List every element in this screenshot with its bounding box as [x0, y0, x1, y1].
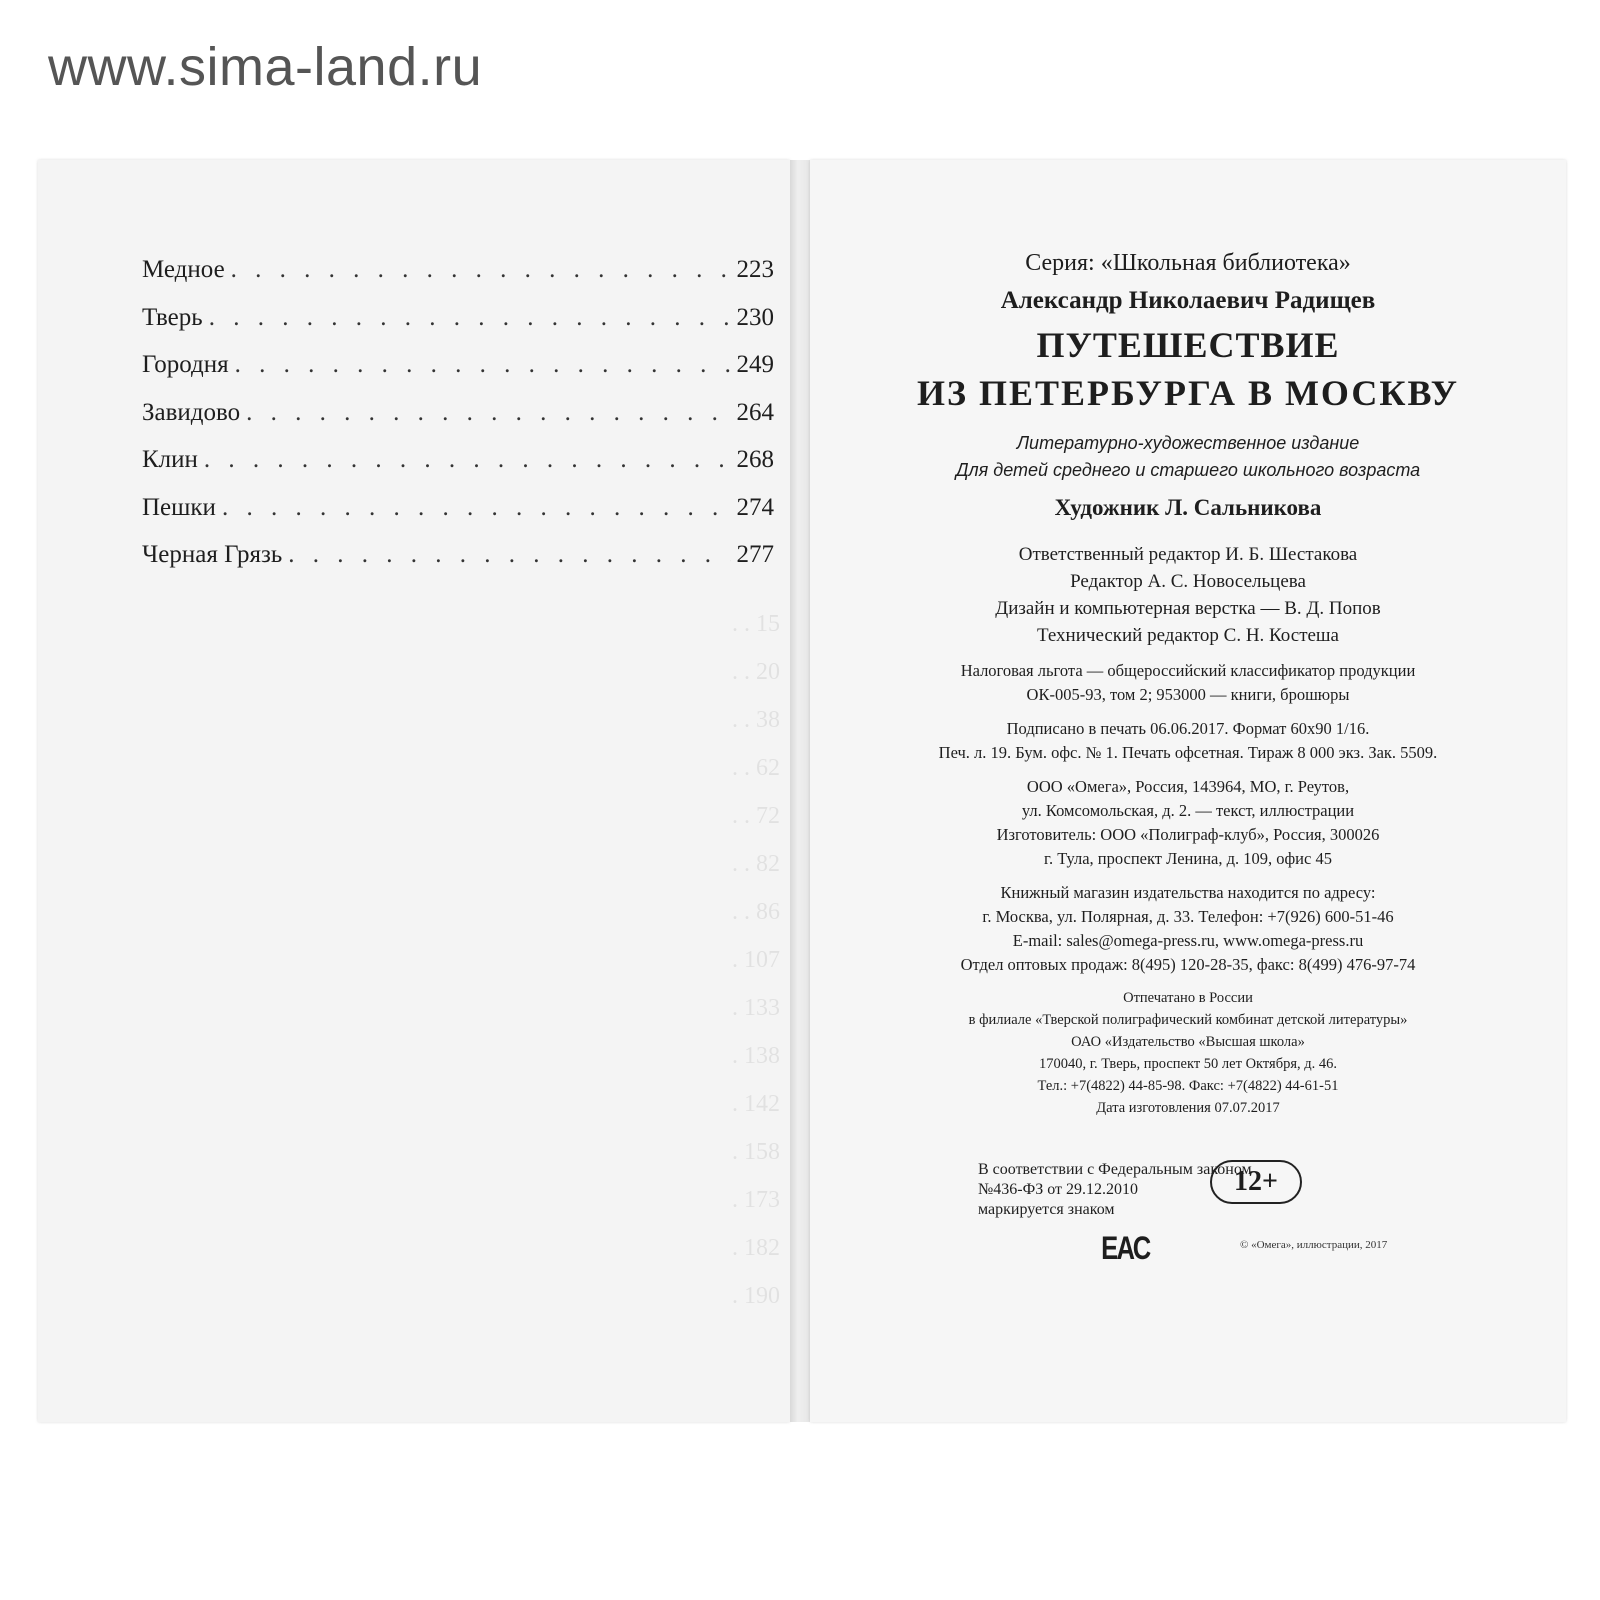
- toc-leader-dots: [246, 399, 730, 427]
- toc-page-number: 264: [736, 398, 774, 426]
- law-line: В соответствии с Федеральным законом: [978, 1161, 1252, 1178]
- title-line-1: ПУТЕШЕСТВИЕ: [1036, 325, 1340, 365]
- title-line-2: ИЗ ПЕТЕРБУРГА В МОСКВУ: [916, 373, 1459, 413]
- toc-leader-dots: [222, 494, 731, 522]
- book-title: [810, 321, 1566, 417]
- toc-entry: [142, 399, 774, 447]
- editorial-credits: [810, 541, 1566, 649]
- law-line: №436-ФЗ от 29.12.2010: [978, 1181, 1139, 1198]
- print-info: [810, 717, 1566, 765]
- printed-line: Отпечатано в России: [1123, 990, 1253, 1006]
- genre-line: Литературно-художественное издание: [1016, 433, 1360, 453]
- left-page: [38, 160, 790, 1422]
- table-of-contents: [142, 256, 774, 589]
- publisher-line: Изготовитель: ООО «Полиграф-клуб», Россия, 300026: [996, 825, 1380, 844]
- toc-title: Городня: [142, 351, 229, 378]
- printed-line: ОАО «Издательство «Высшая школа»: [1071, 1034, 1305, 1050]
- series-line: Серия: «Школьная библиотека»: [1025, 250, 1351, 276]
- tax-line: ОК-005-93, том 2; 953000 — книги, брошюры: [1026, 685, 1350, 704]
- toc-page-number: 230: [736, 303, 774, 331]
- eac-mark-icon: ЕАС: [1101, 1230, 1150, 1266]
- toc-page-number: 268: [736, 446, 774, 473]
- toc-entry: [142, 494, 774, 542]
- printed-line: в филиале «Тверской полиграфический комбинат детской литературы»: [968, 1012, 1408, 1028]
- toc-title: Завидово: [142, 398, 241, 426]
- toc-page-number: 249: [736, 351, 774, 378]
- shop-info: [810, 881, 1566, 977]
- credit-line: Дизайн и компьютерная верстка — В. Д. Попов: [995, 598, 1381, 619]
- age-rating-badge: 12+: [1210, 1160, 1302, 1204]
- toc-entry: [142, 541, 774, 589]
- printed-line: Дата изготовления 07.07.2017: [1096, 1100, 1280, 1116]
- toc-title: Пешки: [142, 493, 216, 521]
- toc-leader-dots: [235, 351, 731, 379]
- toc-leader-dots: [204, 446, 731, 474]
- toc-leader-dots: [288, 541, 730, 569]
- toc-leader-dots: [209, 304, 731, 332]
- publisher-line: ул. Комсомольская, д. 2. — текст, иллюстрации: [1021, 801, 1355, 820]
- bleed-through-numbers: . . 15 . . 20 . . 38 . . 62 . . 72 . . 82 . . 86 . 107 . 133 . 138 . 142 . 158 . 173 . 182 . 190: [732, 611, 780, 1309]
- tax-line: Налоговая льгота — общероссийский классификатор продукции: [960, 661, 1416, 680]
- toc-title: Тверь: [142, 303, 203, 331]
- shop-line: Книжный магазин издательства находится по адресу:: [1000, 883, 1376, 902]
- toc-leader-dots: [231, 256, 731, 284]
- toc-entry: [142, 446, 774, 494]
- publisher-info: [810, 775, 1566, 871]
- toc-page-number: 274: [736, 493, 774, 521]
- toc-entry: [142, 256, 774, 304]
- imprint-block: [810, 250, 1566, 1119]
- credit-line: Ответственный редактор И. Б. Шестакова: [1018, 544, 1358, 565]
- printed-line: Тел.: +7(4822) 44-85-98. Факс: +7(4822) 44-61-51: [1037, 1078, 1339, 1094]
- illustrator-line: Художник Л. Сальникова: [1054, 495, 1322, 520]
- author-name: Александр Николаевич Радищев: [1000, 287, 1376, 314]
- right-page: [810, 160, 1566, 1422]
- toc-title: Медное: [142, 256, 225, 283]
- shop-line: E-mail: sales@omega-press.ru, www.omega-press.ru: [1012, 931, 1364, 950]
- print-line: Подписано в печать 06.06.2017. Формат 60х90 1/16.: [1006, 719, 1370, 738]
- shop-line: г. Москва, ул. Полярная, д. 33. Телефон: +7(926) 600-51-46: [982, 907, 1394, 926]
- toc-entry: [142, 304, 774, 352]
- credit-line: Технический редактор С. Н. Костеша: [1036, 625, 1339, 646]
- toc-title: Клин: [142, 446, 198, 473]
- printed-line: 170040, г. Тверь, проспект 50 лет Октября, д. 46.: [1038, 1056, 1338, 1072]
- book-spine: [790, 160, 810, 1422]
- tax-info: [810, 659, 1566, 707]
- toc-page-number: 223: [736, 256, 774, 283]
- law-line: маркируется знаком: [978, 1201, 1115, 1218]
- publisher-line: г. Тула, проспект Ленина, д. 109, офис 45: [1044, 849, 1332, 868]
- toc-title: Черная Грязь: [142, 541, 283, 568]
- site-watermark: www.sima-land.ru: [48, 37, 483, 97]
- copyright-line: © «Омега», иллюстрации, 2017: [1240, 1239, 1388, 1251]
- credit-line: Редактор А. С. Новосельцева: [1070, 571, 1306, 592]
- toc-entry: [142, 351, 774, 399]
- audience-line: Для детей среднего и старшего школьного возраста: [955, 460, 1421, 480]
- print-line: Печ. л. 19. Бум. офс. № 1. Печать офсетная. Тираж 8 000 экз. Зак. 5509.: [938, 743, 1438, 762]
- publisher-line: ООО «Омега», Россия, 143964, МО, г. Реутов,: [1026, 777, 1350, 796]
- printing-house-info: [810, 987, 1566, 1119]
- toc-page-number: 277: [736, 541, 774, 568]
- shop-line: Отдел оптовых продаж: 8(495) 120-28-35, факс: 8(499) 476-97-74: [960, 955, 1416, 974]
